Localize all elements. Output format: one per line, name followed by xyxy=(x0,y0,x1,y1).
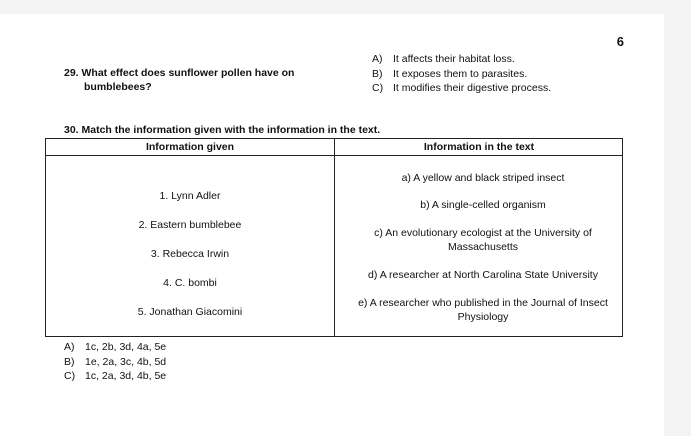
option-text: 1c, 2a, 3d, 4b, 5e xyxy=(85,370,167,382)
option-text: 1e, 2a, 3c, 4b, 5d xyxy=(85,355,167,368)
question-29-text-line1: 29. What effect does sunflower pollen have on xyxy=(64,67,295,79)
question-29-options xyxy=(372,52,551,96)
table-header-divider xyxy=(46,155,622,156)
matching-table xyxy=(45,138,623,337)
option-letter: B) xyxy=(64,355,75,368)
question-30-option-c xyxy=(64,369,166,384)
question-30-option-a xyxy=(64,340,166,355)
table-cell-text-c: c) An evolutionary ecologist at the University of Massachusetts xyxy=(374,227,592,253)
table-cell-given-5: 5. Jonathan Giacomini xyxy=(137,306,243,318)
option-letter: C) xyxy=(64,370,76,382)
table-cell-text-a: a) A yellow and black striped insect xyxy=(401,172,565,184)
table-cell-given-2: 2. Eastern bumblebee xyxy=(138,219,242,231)
table-cell-given-1: 1. Lynn Adler xyxy=(159,190,221,202)
question-30-options xyxy=(64,340,166,384)
question-29 xyxy=(64,66,322,94)
option-text: It exposes them to parasites. xyxy=(393,67,528,80)
question-29-text-line2: bumblebees? xyxy=(84,81,152,93)
table-column-divider xyxy=(334,139,335,336)
table-cell-text-b: b) A single-celled organism xyxy=(420,199,546,211)
question-29-option-a xyxy=(372,52,551,67)
option-text: It modifies their digestive process. xyxy=(393,82,552,94)
option-text: 1c, 2b, 3d, 4a, 5e xyxy=(85,341,167,353)
table-cell-given-4: 4. C. bombi xyxy=(163,277,217,289)
table-header-information-in-text: Information in the text xyxy=(423,141,535,153)
table-cell-text-d: d) A researcher at North Carolina State University xyxy=(368,269,598,281)
option-letter: B) xyxy=(372,67,383,80)
question-29-option-c xyxy=(372,81,551,96)
table-cell-text-e: e) A researcher who published in the Journal of Insect Physiology xyxy=(358,297,608,323)
table-header-information-given: Information given xyxy=(145,141,235,153)
option-letter: A) xyxy=(372,53,383,65)
table-cell-given-3: 3. Rebecca Irwin xyxy=(150,248,230,260)
option-letter: C) xyxy=(372,82,384,94)
question-30-option-b xyxy=(64,355,166,370)
page-number: 6 xyxy=(616,34,624,49)
option-text: It affects their habitat loss. xyxy=(393,53,515,65)
option-letter: A) xyxy=(64,341,75,353)
question-30-title: 30. Match the information given with the information in the text. xyxy=(64,124,381,136)
question-29-option-b xyxy=(372,67,551,82)
